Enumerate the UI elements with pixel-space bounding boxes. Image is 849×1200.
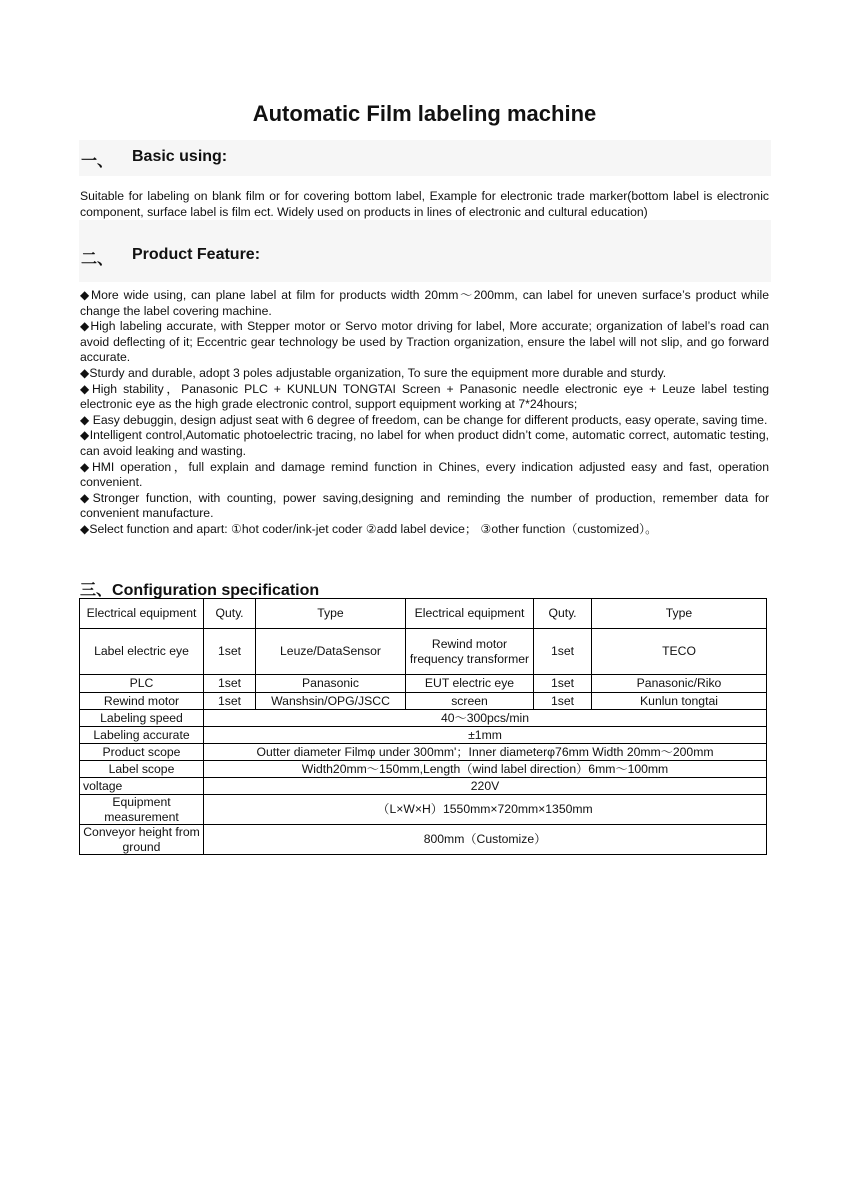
document-title: Automatic Film labeling machine [252, 101, 597, 126]
table-cell: Wanshsin/OPG/JSCC [256, 693, 406, 710]
table-row [80, 795, 767, 825]
table-cell: 800mm（Customize） [204, 825, 767, 855]
table-row [80, 629, 767, 675]
table-cell: 1set [534, 629, 592, 675]
table-header-cell: Qutу. [204, 599, 256, 629]
table-row [80, 727, 767, 744]
table-cell: PLC [80, 675, 204, 693]
table-cell: 40～300pcs/min [204, 710, 767, 727]
table-row [80, 825, 767, 855]
table-cell: Labeling accurate [80, 727, 204, 744]
table-cell: voltage [80, 778, 204, 795]
feature-item: ◆HMI operation，full explain and damage remind function in Chines, every indication adjusted easy and fast, operation convenient. [80, 459, 769, 490]
table-cell: 1set [534, 693, 592, 710]
table-cell: Panasonic [256, 675, 406, 693]
table-cell: screen [406, 693, 534, 710]
section-1-number: 一、 [81, 153, 114, 170]
table-cell: Label electric eye [80, 629, 204, 675]
table-cell: TECO [592, 629, 767, 675]
feature-item: ◆Intelligent control,Automatic photoelectric tracing, no label for when product didn’t come, automatic correct, automatic testing, can avoid leaking and wasting. [80, 428, 769, 458]
table-cell: 1set [204, 693, 256, 710]
feature-item: ◆Stronger function, with counting, power saving,designing and reminding the number of production, remember data for convenient manufacture. [80, 490, 769, 521]
table-header-cell: Qutу. [534, 599, 592, 629]
table-cell: Width20mm～150mm,Length（wind label direction）6mm～100mm [204, 761, 767, 778]
feature-item: ◆High labeling accurate, with Stepper motor or Servo motor driving for label, More accurate; organization of label’s road can avoid deflecting of it; Eccentric gear technology be used by Traction organization, ensure the label will not slip, and go forward accurate. [80, 319, 769, 365]
table-cell: Conveyor height from ground [80, 825, 204, 855]
table-cell: 1set [204, 675, 256, 693]
table-cell: Rewind motor [80, 693, 204, 710]
table-cell: EUT electric eye [406, 675, 534, 693]
feature-item: ◆ Easy debuggin, design adjust seat with 6 degree of freedom, can be change for different products, easy operate, saving time. [80, 412, 768, 427]
table-cell: Panasonic/Riko [592, 675, 767, 693]
table-cell: 1set [534, 675, 592, 693]
table-header-cell: Type [592, 599, 767, 629]
table-row [80, 675, 767, 693]
feature-item: ◆Select function and apart: ①hot coder/ink-jet coder ②add label device； ③other function（customized）。 [80, 521, 658, 536]
table-row [80, 761, 767, 778]
section-3-number: 三、 [80, 582, 113, 599]
table-header-cell: Type [256, 599, 406, 629]
section-1-heading: Basic using: [132, 148, 228, 165]
table-row [80, 778, 767, 795]
table-cell: ±1mm [204, 727, 767, 744]
table-row [80, 710, 767, 727]
feature-list [80, 288, 769, 538]
table-cell: Labeling speed [80, 710, 204, 727]
table-row [80, 744, 767, 761]
section-1-header [79, 140, 771, 176]
section-1-text: Suitable for labeling on blank film or for covering bottom label, Example for electronic trade marker(bottom label is electronic component, surface label is film ect. Widely used on products in lines of electronic and cultural education) [80, 189, 769, 219]
feature-item: ◆Sturdy and durable, adopt 3 poles adjustable organization, To sure the equipment more durable and sturdy. [80, 365, 667, 380]
section-3-header [80, 577, 319, 600]
table-cell: Leuze/DataSensor [256, 629, 406, 675]
table-cell: Outter diameter Filmφ under 300mm'；Inner diameterφ76mm Width 20mm～200mm [204, 744, 767, 761]
table-header-cell: Electrical equipment [80, 599, 204, 629]
table-cell: Rewind motor frequency transformer [406, 629, 534, 675]
table-row [80, 693, 767, 710]
section-3-heading: Configuration specification [112, 582, 320, 599]
configuration-table [79, 598, 767, 855]
section-2-heading: Product Feature: [132, 246, 261, 263]
section-2-number: 二、 [81, 251, 114, 268]
table-cell: 220V [204, 778, 767, 795]
section-2-header [79, 220, 771, 282]
table-cell: 1set [204, 629, 256, 675]
table-cell: Equipment measurement [80, 795, 204, 825]
table-header-row [80, 599, 767, 629]
table-cell: Kunlun tongtai [592, 693, 767, 710]
feature-item: ◆More wide using, can plane label at film for products width 20mm～200mm, can label for uneven surface’s product while change the label covering machine. [80, 288, 769, 318]
table-cell: Product scope [80, 744, 204, 761]
feature-item: ◆High stability，Panasonic PLC + KUNLUN TONGTAI Screen + Panasonic needle electronic eye + Leuze label testing electronic eye as the high grade electronic control, support equipment working at 7*24hours; [80, 381, 769, 412]
table-cell: （L×W×H）1550mm×720mm×1350mm [204, 795, 767, 825]
table-header-cell: Electrical equipment [406, 599, 534, 629]
table-cell: Label scope [80, 761, 204, 778]
